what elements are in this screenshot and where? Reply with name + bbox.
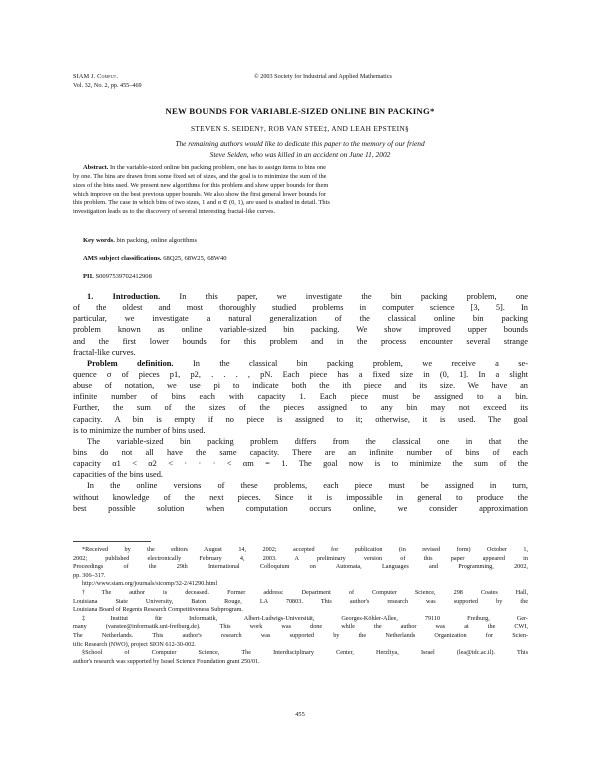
body-text <box>73 291 528 514</box>
abstract-line: sizes of the bins used. We present new algorithms for this problem and show upper bounds for them <box>73 181 329 189</box>
page-number: 455 <box>295 711 305 718</box>
footnote-line: many (vanstee@informatik.uni-freiburg.de). This work was done while the author was at the CWI, <box>73 623 528 631</box>
pii-text: S0097539702412908 <box>95 273 152 280</box>
pii-label: PII. <box>83 273 94 280</box>
body-line: of the oldest and most thoroughly studied problems in computer science [3, 5]. In <box>73 303 528 313</box>
section-heading: 1. Introduction. <box>87 292 161 301</box>
body-line: fractal-like curves. <box>73 347 136 357</box>
footnote-line: §School of Computer Science, The Interdisciplinary Center, Herzliya, Israel (lea@idc.ac.il). This <box>82 649 528 657</box>
body-line: quence σ of pieces p1, p2, . . . , pN. Each piece has a fixed size in (0, 1]. In a slight <box>73 369 528 379</box>
body-line: particular, we investigate a natural generalization of the classical online bin packing <box>73 314 528 324</box>
abstract-line: by one. The bins are drawn from some fixed set of sizes, and the goal is to minimize the sum of the <box>73 172 327 180</box>
ams-label: AMS subject classifications. <box>83 255 162 262</box>
body-line: capacity. A bin is empty if no piece is assigned to it; otherwise, it is used. The goal <box>73 414 528 424</box>
footnote-line: author's research was supported by Israel Science Foundation grant 250/01. <box>73 657 260 665</box>
footnote-url: http://www.siam.org/journals/sicomp/32-2/41290.html <box>82 580 218 588</box>
body-line: In the online versions of these problems, each piece must be assigned in turn, <box>87 481 528 491</box>
body-text-span: In this paper, we investigate the bin packing problem, one <box>179 292 528 301</box>
keywords-text: bin packing, online algorithms <box>116 237 198 244</box>
footnote-line: 2002; published electronically February 4, 2003. A preliminary version of this paper appeared in <box>73 554 528 562</box>
body-line: best possible solution when computation occurs online, we consider approximation <box>73 503 528 513</box>
ams-text: 68Q25, 68W25, 68W40 <box>163 255 227 262</box>
body-line: and the first lower bounds for this problem and in the process encounter several strange <box>73 336 528 346</box>
dedication-line: Steve Seiden, who was killed in an accident on June 11, 2002 <box>209 149 391 159</box>
body-line: without knowledge of the next pieces. Since it is impossible in general to produce the <box>73 492 528 502</box>
footnote-line: Louisiana Board of Regents Research Competitiveness Subprogram. <box>73 606 243 614</box>
abstract-line: investigation leads us to the discovery of several interesting fractal-like curves. <box>73 208 276 216</box>
body-line: abuse of notation, we use pi to indicate both the ith piece and its size. We have an <box>73 381 528 391</box>
body-text-span: In the classical bin packing problem, we receive a se- <box>192 358 528 368</box>
abstract-line: which improve on the best previous upper bounds. We also show the first general lower bounds for <box>73 190 326 198</box>
body-line: is to minimize the number of bins used. <box>73 425 206 435</box>
body-line: capacity α1 < α2 < · · · < αm = 1. The goal now is to minimize the sum of the <box>73 459 528 469</box>
footnote-line: pp. 306–317. <box>73 571 106 579</box>
abstract <box>73 164 525 217</box>
abstract-line <box>73 164 525 173</box>
footnote-line: Louisiana State University, Baton Rouge, LA 70803. This author's research was supported by the <box>73 597 528 605</box>
abstract-label: Abstract. <box>83 164 109 171</box>
footnotes <box>73 546 528 666</box>
journal-volume: Vol. 32, No. 2, pp. 455–469 <box>73 81 142 89</box>
paper-title: NEW BOUNDS FOR VARIABLE-SIZED ONLINE BIN PACKING* <box>165 106 435 116</box>
pii <box>83 273 152 280</box>
keywords <box>83 237 197 244</box>
author-list: STEVEN S. SEIDEN†, ROB VAN STEE‡, AND LEAH EPSTEIN§ <box>190 124 410 133</box>
body-line: Further, the sum of the sizes of the pieces assigned to any bin may not exceed its <box>73 403 528 413</box>
body-line: capacities of the bins used. <box>73 470 164 480</box>
body-line <box>73 358 528 369</box>
abstract-line: this problem. The case in which bins of two sizes, 1 and α ∈ (0, 1), are used is studied in detail. This <box>73 199 330 207</box>
journal-header <box>73 73 142 90</box>
dedication-line: The remaining authors would like to dedicate this paper to the memory of our friend <box>175 139 425 148</box>
body-line: infinite number of bins each with capacity 1. Each piece must be assigned to a bin. <box>73 392 528 402</box>
body-line: problem known as online variable-sized bin packing. We show improved upper bounds <box>73 325 528 335</box>
body-line: The variable-sized bin packing problem differs from the classical one in that the <box>87 436 528 446</box>
problem-heading: Problem definition. <box>87 358 174 368</box>
footnote-line: tific Research (NWO), project SION 612-30-002. <box>73 640 196 648</box>
footnote-rule <box>73 541 151 542</box>
copyright-notice: © 2003 Society for Industrial and Applied Mathematics <box>254 73 392 80</box>
body-line: bins do not all have the same capacity. There are an infinite number of bins of each <box>73 447 528 457</box>
body-line <box>73 291 528 302</box>
journal-name: SIAM J. Comput. <box>73 73 119 80</box>
ams-classifications <box>83 255 227 262</box>
footnote-line: Proceedings of the 29th International Colloquium on Automata, Languages and Programming, 2002, <box>73 563 528 571</box>
footnote-line: ‡Institut für Informatik, Albert-Ludwigs-Universität, Georges-Köhler-Allee, 79110 Freiburg, Ger- <box>82 614 528 622</box>
dedication <box>60 139 540 160</box>
keywords-label: Key words. <box>83 237 115 244</box>
footnote-line: †The author is deceased. Former address: Department of Computer Science, 298 Coates Hall, <box>82 588 528 596</box>
footnote-line: *Received by the editors August 14, 2002; accepted for publication (in revised form) October 1, <box>82 546 528 553</box>
abstract-text: In the variable-sized online bin packing problem, one has to assign items to bins one <box>110 164 326 171</box>
footnote-line: The Netherlands. This author's research was supported by the Netherlands Organization for Scien- <box>73 631 528 639</box>
